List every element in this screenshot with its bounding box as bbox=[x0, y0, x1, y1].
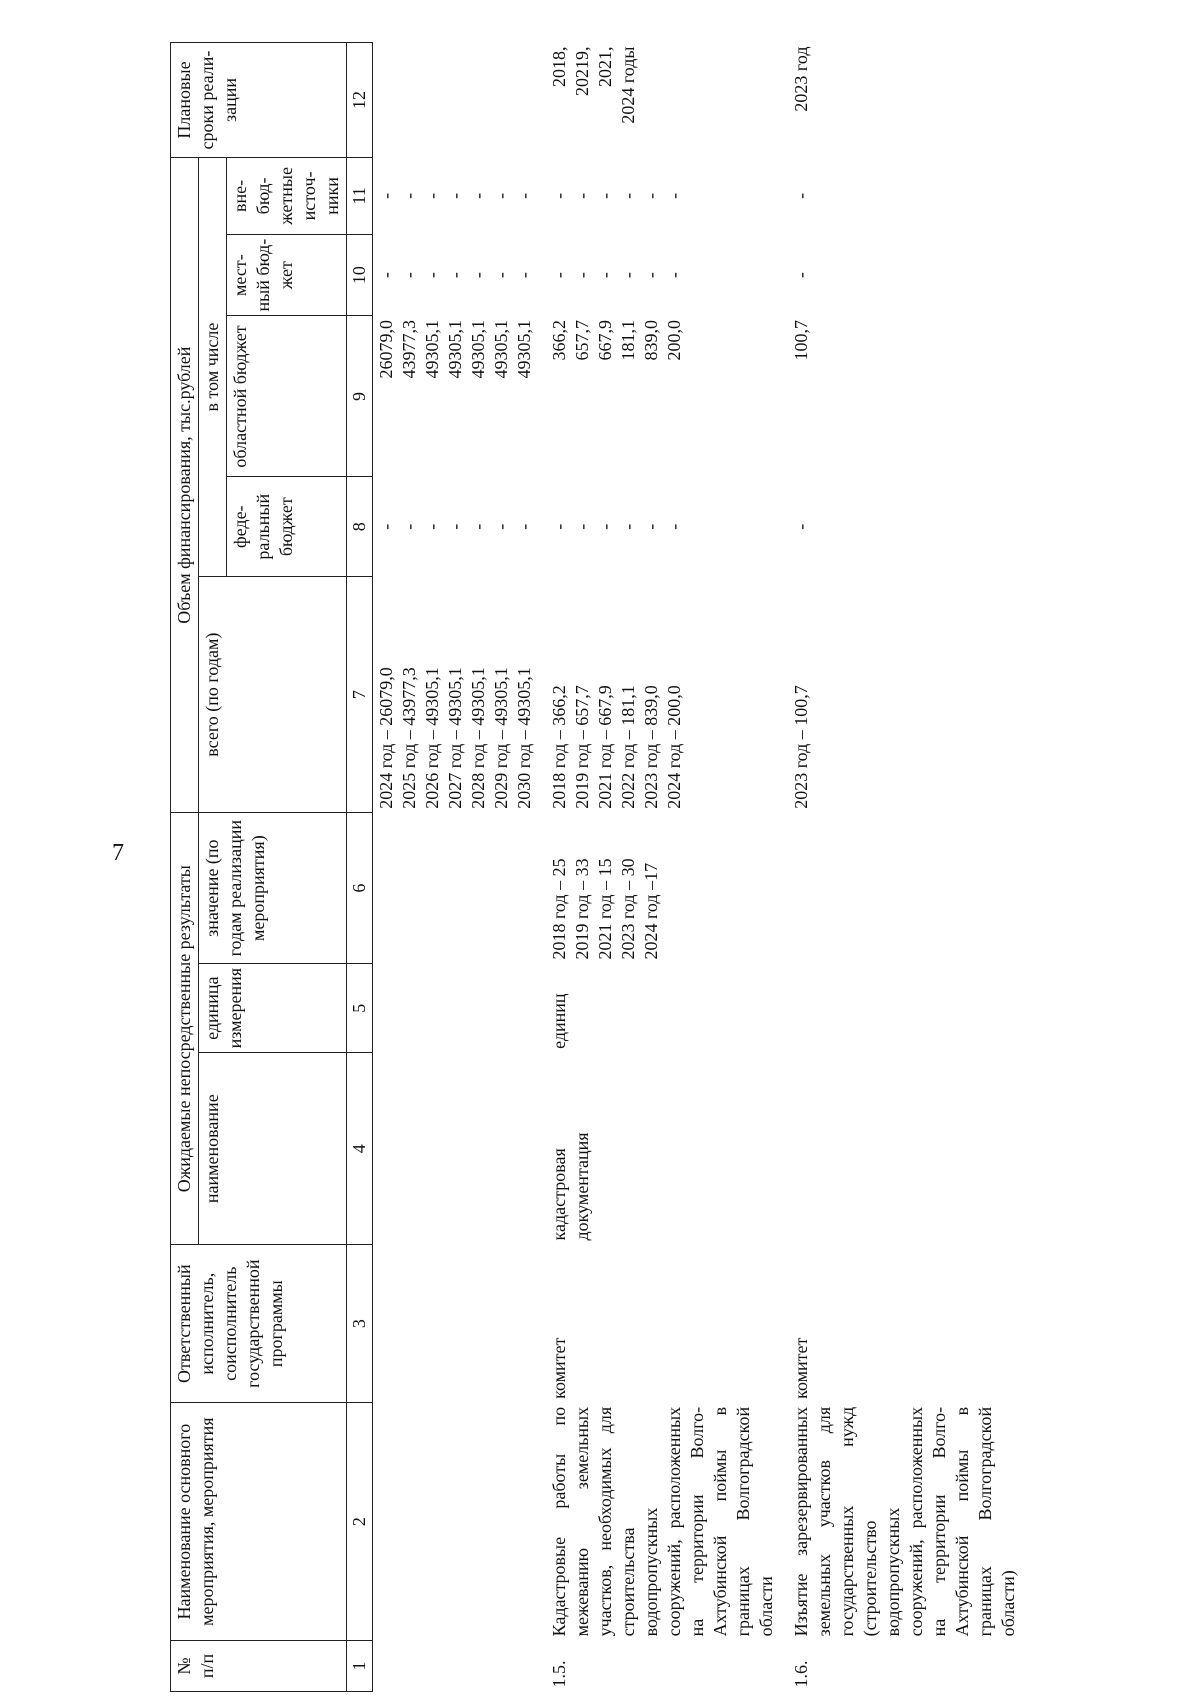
cell-line: - bbox=[664, 272, 684, 279]
cell-line: - bbox=[399, 523, 419, 530]
cell-line: 49305,1 bbox=[445, 319, 465, 379]
cell-line: - bbox=[549, 272, 569, 279]
col-number: 5 bbox=[347, 964, 373, 1053]
cell-line: - bbox=[514, 523, 534, 530]
cell-line: - bbox=[399, 272, 419, 279]
cell-line: 2024 годы bbox=[618, 46, 638, 124]
header-res-unit: единица измерения bbox=[199, 964, 347, 1053]
page-number: 7 bbox=[112, 840, 124, 866]
cell-line: 2027 год – 49305,1 bbox=[445, 667, 465, 809]
table-row bbox=[788, 43, 1022, 1692]
fin-extra-cell bbox=[546, 158, 780, 235]
cell-line: - bbox=[595, 523, 615, 530]
cell-line: - bbox=[376, 192, 396, 199]
cell-line: 43977,3 bbox=[399, 319, 419, 379]
cell-line: - bbox=[595, 272, 615, 279]
cell-line: 2021 год – 15 bbox=[595, 858, 615, 960]
header-num: № п/п bbox=[171, 1640, 347, 1691]
cell-line: 49305,1 bbox=[468, 319, 488, 379]
header-fin-federal: феде-ральный бюджет bbox=[227, 477, 347, 577]
col-number: 12 bbox=[347, 43, 373, 158]
cell-line: 2024 год – 200,0 bbox=[664, 685, 684, 809]
cell-line: - bbox=[491, 523, 511, 530]
cell-line: - bbox=[491, 272, 511, 279]
cell-line: 2024 год –17 bbox=[641, 862, 661, 960]
row-number: 1.5. bbox=[549, 1660, 569, 1688]
cell-line: 200,0 bbox=[664, 319, 684, 361]
row-deadline bbox=[546, 43, 780, 158]
cell-line: 839,0 bbox=[641, 319, 661, 361]
cell-line: - bbox=[791, 192, 811, 199]
cell-line: 2023 год – 30 bbox=[618, 858, 638, 960]
row-name: Кадастровые работы по межеванию земельных участков, необходимых для строительства водопропускных сооружений, расположенных на территории Волго-Ахтубинской поймы в границах Волгоградской области bbox=[549, 1406, 776, 1637]
col-number: 11 bbox=[347, 158, 373, 235]
cell-line: - bbox=[572, 523, 592, 530]
cell-line: - bbox=[399, 192, 419, 199]
fin-total-cell bbox=[546, 577, 780, 813]
cell-line: - bbox=[572, 192, 592, 199]
fin-regional-cell bbox=[546, 316, 780, 477]
fin-local-cell bbox=[788, 234, 1022, 316]
fin-extra-cell bbox=[788, 158, 1022, 235]
cell-line: - bbox=[445, 272, 465, 279]
cell-line: 2022 год – 181,1 bbox=[618, 685, 638, 809]
cell-line: 366,2 bbox=[549, 319, 569, 361]
cell-line: - bbox=[422, 523, 442, 530]
cell-line: - bbox=[572, 272, 592, 279]
cell-line: - bbox=[514, 192, 534, 199]
col-number: 9 bbox=[347, 316, 373, 477]
cell-line: - bbox=[549, 192, 569, 199]
header-finance-group: Объем финансирования, тыс.рублей bbox=[171, 158, 199, 813]
header-fin-local: мест-ный бюд-жет bbox=[227, 234, 347, 316]
row-result-name: кадастровая документация bbox=[549, 1132, 592, 1241]
cell-line: - bbox=[468, 192, 488, 199]
cell-line: 2024 год – 26079,0 bbox=[376, 667, 396, 809]
cell-line: 2021, bbox=[595, 46, 615, 87]
cell-line: 2026 год – 49305,1 bbox=[422, 667, 442, 809]
col-number: 3 bbox=[347, 1244, 373, 1402]
cell-line: 2018, bbox=[549, 46, 569, 87]
col-number: 7 bbox=[347, 577, 373, 813]
row-name: Изъятие зарезервированных земельных участков для государственных нужд (строительство водопропускных сооружений, расположенных на территории Волго-Ахтубинской поймы в границах Волгоградской области) bbox=[791, 1406, 1018, 1637]
cell-line: 2018 год – 25 bbox=[549, 858, 569, 960]
cell-line: 181,1 bbox=[618, 319, 638, 361]
cell-line: 2030 год – 49305,1 bbox=[514, 667, 534, 809]
row-deadline bbox=[788, 43, 1022, 158]
cell-line: - bbox=[641, 192, 661, 199]
fin-federal-cell bbox=[546, 477, 780, 577]
cell-line: 2019 год – 33 bbox=[572, 858, 592, 960]
cell-line: - bbox=[664, 192, 684, 199]
row-result-values bbox=[788, 813, 1022, 964]
fin-local-cell bbox=[546, 234, 780, 316]
header-deadline: Плановые сроки реали-зации bbox=[171, 43, 347, 158]
cell-line: 657,7 bbox=[572, 319, 592, 361]
cell-line: 2021 год – 667,9 bbox=[595, 685, 615, 809]
cell-line: 26079,0 bbox=[376, 319, 396, 379]
cell-line: - bbox=[376, 523, 396, 530]
fin-regional-cell bbox=[373, 316, 539, 477]
col-number: 10 bbox=[347, 234, 373, 316]
fin-extra-cell bbox=[373, 158, 539, 235]
header-res-name: наименование bbox=[199, 1053, 347, 1245]
cell-line: - bbox=[618, 192, 638, 199]
cell-line: 2018 год – 366,2 bbox=[549, 685, 569, 809]
row-responsible: комитет bbox=[791, 1337, 811, 1399]
header-name: Наименование основного мероприятия, мероприятия bbox=[171, 1403, 347, 1641]
cell-line: - bbox=[641, 272, 661, 279]
cell-line: 20219, bbox=[572, 46, 592, 96]
cell-line: - bbox=[618, 272, 638, 279]
header-results-group: Ожидаемые непосредственные результаты bbox=[171, 813, 199, 1245]
cell-line: - bbox=[468, 523, 488, 530]
cell-line: 2023 год – 839,0 bbox=[641, 685, 661, 809]
row-result-unit: единиц bbox=[549, 993, 569, 1049]
header-fin-incl: в том числе bbox=[199, 158, 227, 577]
fin-federal-cell bbox=[373, 477, 539, 577]
cell-line: - bbox=[791, 272, 811, 279]
row-responsible: комитет bbox=[549, 1337, 569, 1399]
row-result-name bbox=[788, 1053, 1022, 1245]
col-number: 4 bbox=[347, 1053, 373, 1245]
header-fin-total: всего (по годам) bbox=[199, 577, 347, 813]
cell-line: - bbox=[445, 523, 465, 530]
cell-line: 2025 год – 43977,3 bbox=[399, 667, 419, 809]
table-row bbox=[546, 43, 780, 1692]
header-responsible: Ответственный исполнитель, соисполнитель государственной программы bbox=[171, 1244, 347, 1402]
cell-line: - bbox=[422, 192, 442, 199]
col-number: 6 bbox=[347, 813, 373, 964]
cell-line: 2029 год – 49305,1 bbox=[491, 667, 511, 809]
cell-line: 49305,1 bbox=[491, 319, 511, 379]
col-number: 1 bbox=[347, 1640, 373, 1691]
cell-line: - bbox=[491, 192, 511, 199]
cell-line: 667,9 bbox=[595, 319, 615, 361]
cell-line: - bbox=[468, 272, 488, 279]
cell-line: 2023 год – 100,7 bbox=[791, 685, 811, 809]
column-number-row bbox=[347, 43, 373, 1692]
header-fin-extra: вне-бюд-жетные источ-ники bbox=[227, 158, 347, 235]
header-fin-regional: областной бюджет bbox=[227, 316, 347, 477]
cell-line: 2023 год bbox=[791, 46, 811, 112]
cell-line: - bbox=[664, 523, 684, 530]
program-table bbox=[170, 42, 1022, 1692]
row-number: 1.6. bbox=[791, 1660, 811, 1688]
cell-line: - bbox=[422, 272, 442, 279]
table-body bbox=[373, 43, 1023, 1692]
fin-total-cell bbox=[788, 577, 1022, 813]
cell-line: - bbox=[595, 192, 615, 199]
row-result-unit bbox=[788, 964, 1022, 1053]
rotated-table-container bbox=[170, 42, 1190, 1692]
cell-line: 2019 год – 657,7 bbox=[572, 685, 592, 809]
cell-line: - bbox=[549, 523, 569, 530]
cell-line: - bbox=[376, 272, 396, 279]
table-header bbox=[171, 43, 373, 1692]
cell-line: - bbox=[641, 523, 661, 530]
row-result-values bbox=[546, 813, 780, 964]
col-number: 8 bbox=[347, 477, 373, 577]
fin-total-cell bbox=[373, 577, 539, 813]
header-res-value: значение (по годам реализации мероприятия) bbox=[199, 813, 347, 964]
cell-line: - bbox=[618, 523, 638, 530]
cell-line: 49305,1 bbox=[422, 319, 442, 379]
table-row-continuation bbox=[373, 43, 539, 1692]
cell-line: - bbox=[791, 523, 811, 530]
fin-regional-cell bbox=[788, 316, 1022, 477]
cell-line: 49305,1 bbox=[514, 319, 534, 379]
col-number: 2 bbox=[347, 1403, 373, 1641]
cell-line: - bbox=[514, 272, 534, 279]
fin-local-cell bbox=[373, 234, 539, 316]
fin-federal-cell bbox=[788, 477, 1022, 577]
cell-line: 2028 год – 49305,1 bbox=[468, 667, 488, 809]
cell-line: 100,7 bbox=[791, 319, 811, 361]
cell-line: - bbox=[445, 192, 465, 199]
